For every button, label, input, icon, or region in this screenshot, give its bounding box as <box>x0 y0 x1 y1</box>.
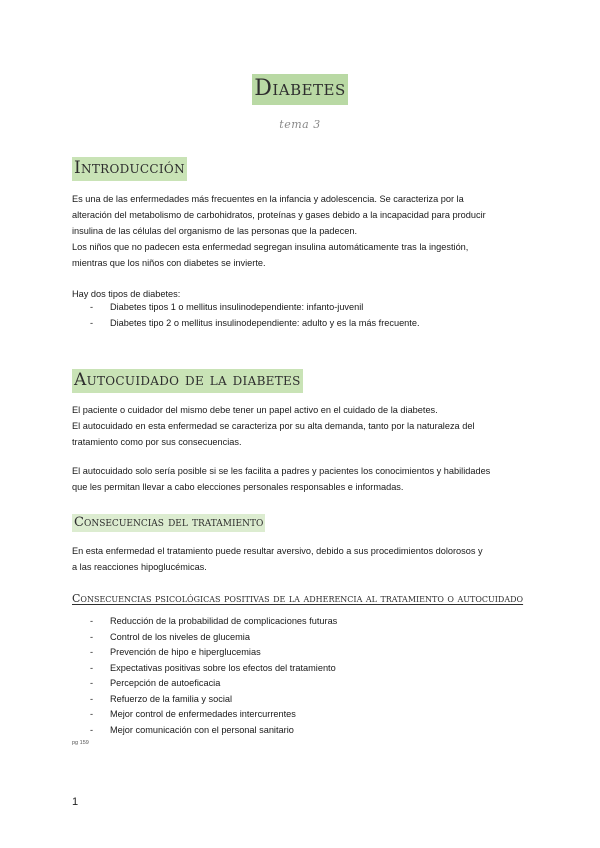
document-subtitle: tema 3 <box>279 118 321 131</box>
text-line: alteración del metabolismo de carbohidratos, proteínas y gases debido a la incapacidad para producir <box>72 210 486 220</box>
text-line: El paciente o cuidador del mismo debe tener un papel activo en el cuidado de la diabetes. <box>72 405 438 415</box>
list-item-text: Mejor comunicación con el personal sanitario <box>110 724 294 735</box>
dash-bullet: - <box>90 724 94 735</box>
text-line: que les permitan llevar a cabo elecciones personales responsables e informadas. <box>72 482 404 492</box>
diabetes-types-list <box>90 300 420 331</box>
text-line: tratamiento como por sus consecuencias. <box>72 437 242 447</box>
list-item <box>90 692 337 708</box>
dash-bullet: - <box>90 693 94 704</box>
text-line: a las reacciones hipoglucémicas. <box>72 562 207 572</box>
list-item <box>90 614 337 630</box>
heading-autocuidado: Autocuidado de la diabetes <box>72 369 303 393</box>
list-item-text: Reducción de la probabilidad de complicaciones futuras <box>110 616 338 626</box>
intro-paragraph-1 <box>72 191 532 271</box>
dash-bullet: - <box>90 631 94 642</box>
dash-bullet: - <box>90 647 94 657</box>
text-line: En esta enfermedad el tratamiento puede resultar aversivo, debido a sus procedimientos dolorosos y <box>72 546 483 556</box>
list-item-text: Mejor control de enfermedades intercurrentes <box>110 709 296 719</box>
title-wrap <box>0 74 600 105</box>
list-item-text: Percepción de autoeficacia <box>110 678 221 688</box>
autocuidado-paragraph-1 <box>72 402 532 450</box>
dash-bullet: - <box>90 317 94 328</box>
text-line: mientras que los niños con diabetes se invierte. <box>72 258 266 268</box>
list-item-text: Diabetes tipos 1 o mellitus insulinodependiente: infanto-juvenil <box>110 302 364 312</box>
list-item <box>90 723 337 739</box>
page-reference-note: pg 159 <box>72 740 89 746</box>
text-line: Es una de las enfermedades más frecuentes en la infancia y adolescencia. Se caracteriza por la <box>72 194 464 204</box>
list-item-text: Prevención de hipo e hiperglucemias <box>110 647 261 657</box>
document-title: Diabetes <box>252 74 348 105</box>
list-item <box>90 316 420 332</box>
list-item <box>90 645 337 661</box>
heading-introduccion: Introducción <box>72 157 187 181</box>
list-item-text: Control de los niveles de glucemia <box>110 631 250 642</box>
list-item <box>90 300 420 316</box>
dash-bullet: - <box>90 678 94 688</box>
list-item-text: Diabetes tipo 2 o mellitus insulinodependiente: adulto y es la más frecuente. <box>110 317 420 328</box>
list-item-text: Expectativas positivas sobre los efectos del tratamiento <box>110 662 336 673</box>
consecuencias-list <box>90 614 337 738</box>
text-line: Hay dos tipos de diabetes: <box>72 289 181 299</box>
list-item-text: Refuerzo de la familia y social <box>110 693 233 704</box>
text-line: Los niños que no padecen esta enfermedad segregan insulina automáticamente tras la ingestión, <box>72 242 469 252</box>
text-line: El autocuidado en esta enfermedad se caracteriza por su alta demanda, tanto por la naturaleza del <box>72 421 475 431</box>
dash-bullet: - <box>90 302 94 312</box>
list-item <box>90 676 337 692</box>
dash-bullet: - <box>90 662 94 673</box>
text-line: El autocuidado solo sería posible si se les facilita a padres y pacientes los conocimientos y habilidades <box>72 466 491 476</box>
autocuidado-paragraph-2 <box>72 463 532 495</box>
subheading-consecuencias-psicologicas: Consecuencias psicológicas positivas de la adherencia al tratamiento o autocuidado <box>72 592 524 605</box>
dash-bullet: - <box>90 616 94 626</box>
list-item <box>90 630 337 646</box>
heading-consecuencias: Consecuencias del tratamiento <box>74 515 264 530</box>
consecuencias-paragraph <box>72 543 532 575</box>
list-item <box>90 661 337 677</box>
page-number: 1 <box>72 796 79 808</box>
list-item <box>90 707 337 723</box>
text-line: insulina de las células del organismo de las personas que la padecen. <box>72 226 357 236</box>
dash-bullet: - <box>90 709 94 719</box>
